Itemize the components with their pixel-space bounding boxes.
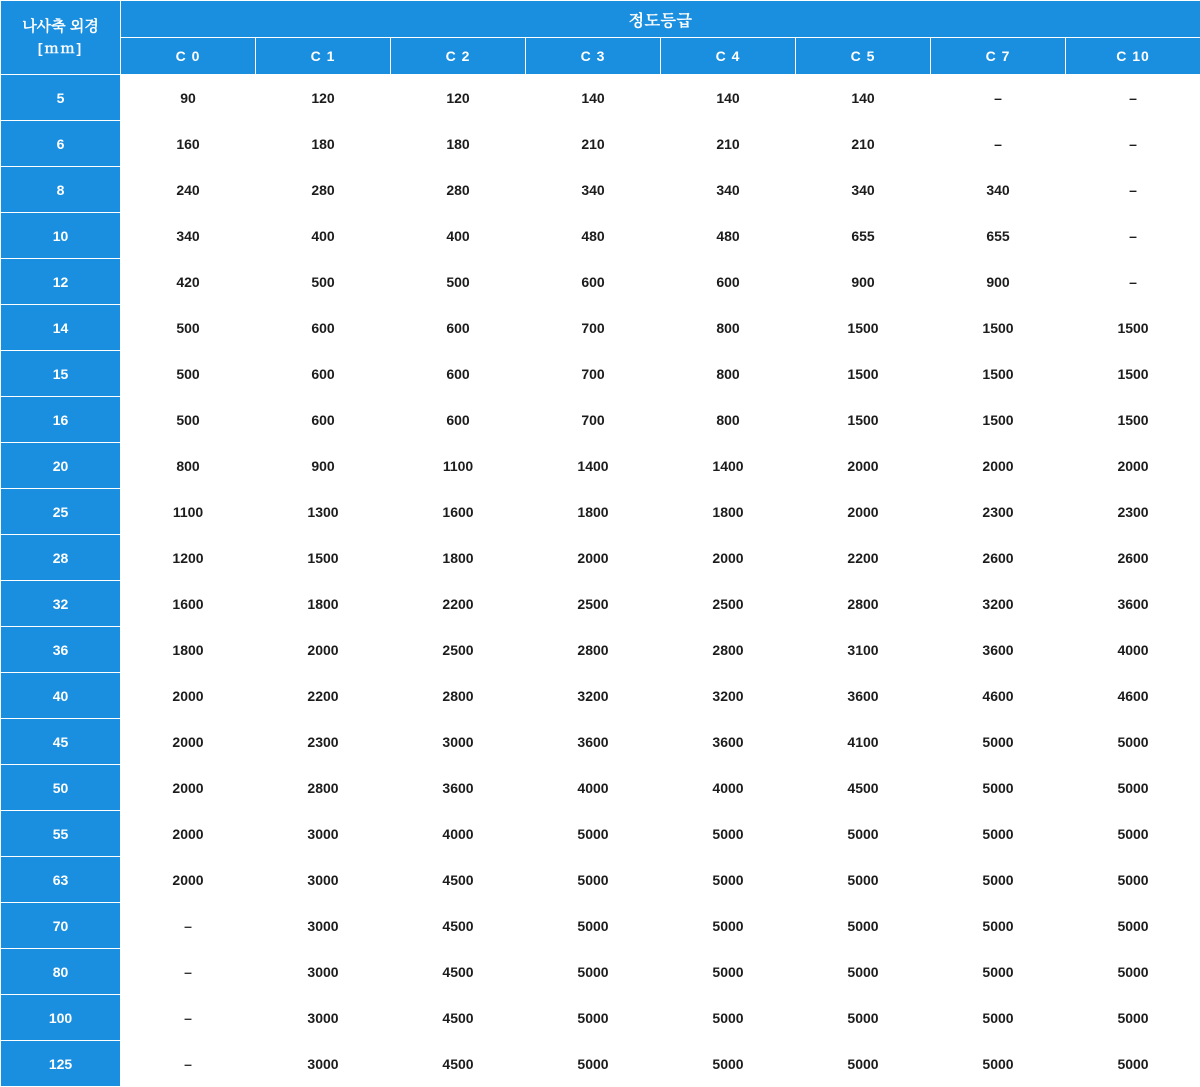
column-header-c2: C 2 xyxy=(391,38,526,75)
table-row xyxy=(1,627,1200,673)
cell-value: – xyxy=(931,121,1066,167)
header-row-columns xyxy=(1,38,1200,75)
cell-value: 5000 xyxy=(1066,995,1200,1041)
cell-value: 2000 xyxy=(796,443,931,489)
cell-value: 700 xyxy=(526,305,661,351)
row-label: 8 xyxy=(1,167,121,213)
cell-value: 3000 xyxy=(256,995,391,1041)
row-label: 125 xyxy=(1,1041,121,1087)
cell-value: 800 xyxy=(661,397,796,443)
cell-value: 400 xyxy=(391,213,526,259)
table-body xyxy=(1,75,1200,1087)
cell-value: 3100 xyxy=(796,627,931,673)
cell-value: 5000 xyxy=(1066,857,1200,903)
row-label: 63 xyxy=(1,857,121,903)
cell-value: 340 xyxy=(661,167,796,213)
cell-value: 2000 xyxy=(121,811,256,857)
cell-value: – xyxy=(121,995,256,1041)
cell-value: 4500 xyxy=(391,857,526,903)
cell-value: 2800 xyxy=(661,627,796,673)
cell-value: – xyxy=(121,949,256,995)
cell-value: 800 xyxy=(121,443,256,489)
cell-value: 4500 xyxy=(391,1041,526,1087)
cell-value: 1100 xyxy=(391,443,526,489)
cell-value: 2300 xyxy=(931,489,1066,535)
cell-value: 4500 xyxy=(391,903,526,949)
cell-value: 2200 xyxy=(796,535,931,581)
cell-value: 2600 xyxy=(931,535,1066,581)
cell-value: 5000 xyxy=(796,995,931,1041)
cell-value: 5000 xyxy=(661,811,796,857)
cell-value: 1500 xyxy=(931,305,1066,351)
cell-value: 5000 xyxy=(796,857,931,903)
row-label: 32 xyxy=(1,581,121,627)
column-header-c7: C 7 xyxy=(931,38,1066,75)
cell-value: 5000 xyxy=(526,995,661,1041)
cell-value: 5000 xyxy=(1066,719,1200,765)
cell-value: 3000 xyxy=(256,1041,391,1087)
table-row xyxy=(1,167,1200,213)
column-header-c1: C 1 xyxy=(256,38,391,75)
cell-value: 1800 xyxy=(121,627,256,673)
cell-value: 500 xyxy=(256,259,391,305)
cell-value: 5000 xyxy=(931,1041,1066,1087)
cell-value: 1400 xyxy=(661,443,796,489)
cell-value: 3600 xyxy=(391,765,526,811)
table-row xyxy=(1,1041,1200,1087)
row-label: 36 xyxy=(1,627,121,673)
cell-value: 700 xyxy=(526,397,661,443)
table-row xyxy=(1,857,1200,903)
cell-value: 340 xyxy=(526,167,661,213)
cell-value: 4500 xyxy=(391,949,526,995)
cell-value: 3600 xyxy=(526,719,661,765)
cell-value: 5000 xyxy=(931,719,1066,765)
cell-value: 4100 xyxy=(796,719,931,765)
cell-value: 1500 xyxy=(931,397,1066,443)
cell-value: 1100 xyxy=(121,489,256,535)
cell-value: 240 xyxy=(121,167,256,213)
cell-value: 140 xyxy=(526,75,661,121)
table-row xyxy=(1,397,1200,443)
cell-value: 600 xyxy=(391,351,526,397)
table-row xyxy=(1,719,1200,765)
cell-value: 2300 xyxy=(1066,489,1200,535)
corner-title: 나사축 외경 xyxy=(1,16,120,39)
cell-value: 5000 xyxy=(1066,903,1200,949)
cell-value: 5000 xyxy=(931,811,1066,857)
cell-value: 5000 xyxy=(931,903,1066,949)
column-header-c4: C 4 xyxy=(661,38,796,75)
cell-value: 2600 xyxy=(1066,535,1200,581)
cell-value: 420 xyxy=(121,259,256,305)
cell-value: 800 xyxy=(661,351,796,397)
table-row xyxy=(1,213,1200,259)
cell-value: 4600 xyxy=(1066,673,1200,719)
cell-value: 1800 xyxy=(661,489,796,535)
cell-value: 160 xyxy=(121,121,256,167)
cell-value: 5000 xyxy=(931,949,1066,995)
cell-value: 210 xyxy=(796,121,931,167)
cell-value: 480 xyxy=(526,213,661,259)
table-row xyxy=(1,765,1200,811)
column-header-c0: C 0 xyxy=(121,38,256,75)
cell-value: – xyxy=(931,75,1066,121)
cell-value: 2800 xyxy=(256,765,391,811)
row-label: 45 xyxy=(1,719,121,765)
cell-value: 5000 xyxy=(1066,765,1200,811)
cell-value: – xyxy=(1066,167,1200,213)
cell-value: 500 xyxy=(391,259,526,305)
cell-value: 4500 xyxy=(796,765,931,811)
cell-value: 5000 xyxy=(526,903,661,949)
cell-value: 4000 xyxy=(391,811,526,857)
cell-value: 5000 xyxy=(526,811,661,857)
row-label: 6 xyxy=(1,121,121,167)
cell-value: 3000 xyxy=(256,857,391,903)
table-row xyxy=(1,259,1200,305)
row-label: 14 xyxy=(1,305,121,351)
cell-value: – xyxy=(121,903,256,949)
cell-value: 2000 xyxy=(1066,443,1200,489)
cell-value: 600 xyxy=(256,397,391,443)
cell-value: – xyxy=(1066,121,1200,167)
cell-value: 2000 xyxy=(661,535,796,581)
cell-value: 5000 xyxy=(661,857,796,903)
row-label: 5 xyxy=(1,75,121,121)
cell-value: 500 xyxy=(121,351,256,397)
cell-value: 4000 xyxy=(526,765,661,811)
corner-unit: [ｍｍ] xyxy=(1,38,120,59)
cell-value: 2200 xyxy=(391,581,526,627)
row-label: 100 xyxy=(1,995,121,1041)
cell-value: 5000 xyxy=(1066,1041,1200,1087)
header-group-label: 정도등급 xyxy=(121,1,1200,38)
cell-value: 5000 xyxy=(661,949,796,995)
cell-value: 480 xyxy=(661,213,796,259)
cell-value: 2000 xyxy=(121,673,256,719)
cell-value: 3600 xyxy=(931,627,1066,673)
row-label: 50 xyxy=(1,765,121,811)
cell-value: 340 xyxy=(796,167,931,213)
cell-value: 655 xyxy=(796,213,931,259)
cell-value: 2000 xyxy=(526,535,661,581)
cell-value: 90 xyxy=(121,75,256,121)
cell-value: 1800 xyxy=(256,581,391,627)
cell-value: 1600 xyxy=(121,581,256,627)
row-label: 10 xyxy=(1,213,121,259)
cell-value: 2500 xyxy=(526,581,661,627)
cell-value: 5000 xyxy=(526,1041,661,1087)
cell-value: 900 xyxy=(931,259,1066,305)
cell-value: 2300 xyxy=(256,719,391,765)
cell-value: 2500 xyxy=(391,627,526,673)
table-row xyxy=(1,75,1200,121)
row-label: 70 xyxy=(1,903,121,949)
cell-value: 140 xyxy=(796,75,931,121)
cell-value: 5000 xyxy=(796,1041,931,1087)
cell-value: 1300 xyxy=(256,489,391,535)
cell-value: 5000 xyxy=(1066,811,1200,857)
column-header-c5: C 5 xyxy=(796,38,931,75)
row-label: 40 xyxy=(1,673,121,719)
cell-value: – xyxy=(1066,213,1200,259)
cell-value: 4000 xyxy=(1066,627,1200,673)
cell-value: 1500 xyxy=(796,305,931,351)
row-label: 55 xyxy=(1,811,121,857)
cell-value: 5000 xyxy=(931,765,1066,811)
cell-value: 3600 xyxy=(796,673,931,719)
cell-value: – xyxy=(121,1041,256,1087)
table-row xyxy=(1,121,1200,167)
cell-value: 900 xyxy=(256,443,391,489)
cell-value: 1500 xyxy=(796,351,931,397)
cell-value: 340 xyxy=(931,167,1066,213)
cell-value: 4000 xyxy=(661,765,796,811)
cell-value: 2800 xyxy=(391,673,526,719)
cell-value: 210 xyxy=(526,121,661,167)
cell-value: 1500 xyxy=(931,351,1066,397)
cell-value: 120 xyxy=(256,75,391,121)
table-header xyxy=(1,1,1200,75)
cell-value: 600 xyxy=(391,397,526,443)
cell-value: 5000 xyxy=(661,903,796,949)
cell-value: 1500 xyxy=(1066,397,1200,443)
cell-value: 340 xyxy=(121,213,256,259)
cell-value: 4600 xyxy=(931,673,1066,719)
cell-value: 5000 xyxy=(796,949,931,995)
table-row xyxy=(1,535,1200,581)
column-header-c10: C 10 xyxy=(1066,38,1200,75)
cell-value: 900 xyxy=(796,259,931,305)
cell-value: 600 xyxy=(661,259,796,305)
header-row-group xyxy=(1,1,1200,38)
cell-value: 1800 xyxy=(526,489,661,535)
cell-value: 400 xyxy=(256,213,391,259)
row-label: 16 xyxy=(1,397,121,443)
cell-value: 2000 xyxy=(796,489,931,535)
table-row xyxy=(1,673,1200,719)
cell-value: 5000 xyxy=(796,903,931,949)
cell-value: 2000 xyxy=(931,443,1066,489)
cell-value: 5000 xyxy=(1066,949,1200,995)
table-row xyxy=(1,305,1200,351)
cell-value: 655 xyxy=(931,213,1066,259)
row-label: 20 xyxy=(1,443,121,489)
cell-value: 700 xyxy=(526,351,661,397)
row-label: 80 xyxy=(1,949,121,995)
cell-value: 2000 xyxy=(121,719,256,765)
cell-value: 180 xyxy=(391,121,526,167)
cell-value: 1500 xyxy=(1066,305,1200,351)
cell-value: 3000 xyxy=(256,811,391,857)
cell-value: 3600 xyxy=(1066,581,1200,627)
column-header-c3: C 3 xyxy=(526,38,661,75)
cell-value: 3200 xyxy=(661,673,796,719)
table-row xyxy=(1,443,1200,489)
cell-value: 120 xyxy=(391,75,526,121)
cell-value: 1800 xyxy=(391,535,526,581)
cell-value: 3200 xyxy=(931,581,1066,627)
cell-value: 600 xyxy=(256,351,391,397)
cell-value: 2000 xyxy=(121,857,256,903)
cell-value: 1500 xyxy=(256,535,391,581)
table-row xyxy=(1,351,1200,397)
cell-value: 180 xyxy=(256,121,391,167)
cell-value: 1400 xyxy=(526,443,661,489)
row-label: 28 xyxy=(1,535,121,581)
cell-value: 5000 xyxy=(526,857,661,903)
cell-value: 1200 xyxy=(121,535,256,581)
cell-value: 600 xyxy=(256,305,391,351)
cell-value: 1500 xyxy=(796,397,931,443)
cell-value: 5000 xyxy=(661,995,796,1041)
cell-value: 3000 xyxy=(391,719,526,765)
cell-value: 210 xyxy=(661,121,796,167)
row-label: 25 xyxy=(1,489,121,535)
table-row xyxy=(1,903,1200,949)
cell-value: 2200 xyxy=(256,673,391,719)
cell-value: 2800 xyxy=(796,581,931,627)
row-label: 15 xyxy=(1,351,121,397)
cell-value: 3600 xyxy=(661,719,796,765)
cell-value: 1500 xyxy=(1066,351,1200,397)
cell-value: 5000 xyxy=(526,949,661,995)
table-row xyxy=(1,949,1200,995)
cell-value: 3000 xyxy=(256,949,391,995)
cell-value: 2000 xyxy=(121,765,256,811)
cell-value: 500 xyxy=(121,397,256,443)
cell-value: 3200 xyxy=(526,673,661,719)
cell-value: 4500 xyxy=(391,995,526,1041)
cell-value: 280 xyxy=(391,167,526,213)
table-row xyxy=(1,811,1200,857)
table-row xyxy=(1,581,1200,627)
cell-value: 800 xyxy=(661,305,796,351)
row-label: 12 xyxy=(1,259,121,305)
table-row xyxy=(1,489,1200,535)
table-row xyxy=(1,995,1200,1041)
cell-value: 280 xyxy=(256,167,391,213)
cell-value: 5000 xyxy=(796,811,931,857)
cell-value: 5000 xyxy=(661,1041,796,1087)
cell-value: 2800 xyxy=(526,627,661,673)
cell-value: 2000 xyxy=(256,627,391,673)
cell-value: 5000 xyxy=(931,995,1066,1041)
cell-value: 600 xyxy=(391,305,526,351)
cell-value: 5000 xyxy=(931,857,1066,903)
cell-value: – xyxy=(1066,75,1200,121)
cell-value: 500 xyxy=(121,305,256,351)
cell-value: – xyxy=(1066,259,1200,305)
cell-value: 3000 xyxy=(256,903,391,949)
cell-value: 140 xyxy=(661,75,796,121)
cell-value: 600 xyxy=(526,259,661,305)
cell-value: 1600 xyxy=(391,489,526,535)
header-corner-cell xyxy=(1,1,121,75)
cell-value: 2500 xyxy=(661,581,796,627)
